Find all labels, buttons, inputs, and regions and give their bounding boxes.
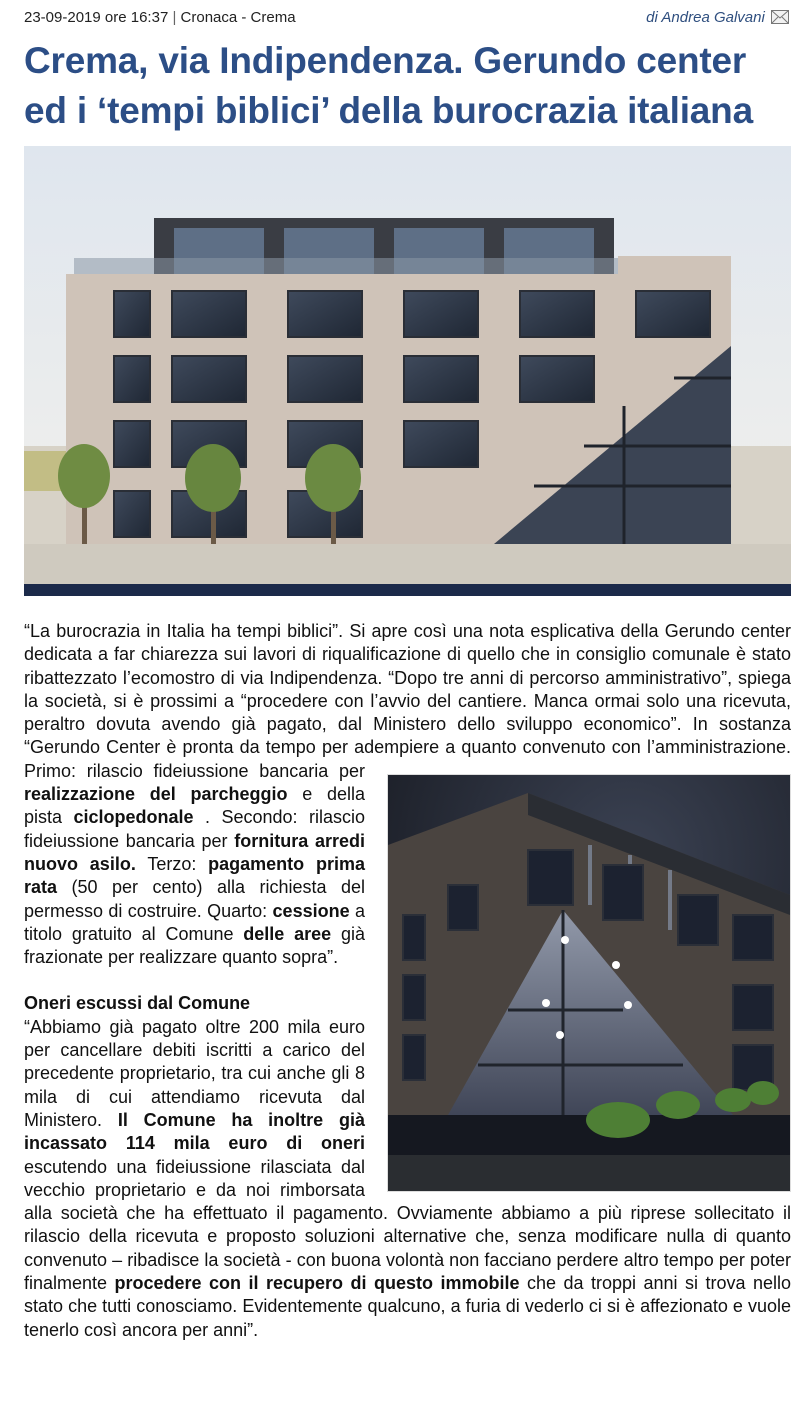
subheading: Oneri escussi dal Comune [24, 993, 251, 1014]
p1-bold-3: fornitura arredi nuovo asilo. [24, 830, 365, 874]
p2-text-3: che da troppi anni si trova nello stato che tutti conosciamo. Evidentemente qualcuno, a furia di vederlo ci si è affezionato e vuole tenerlo così ancora per anni”. [24, 1273, 791, 1340]
night-building-rendering [387, 774, 791, 1192]
p1-bold-4: pagamento prima rata [24, 853, 365, 898]
p1-text-3: . Secondo: rilascio fideiussione bancaria per [24, 807, 365, 851]
p1-bold-6: delle aree [243, 923, 332, 944]
p1-bold-5: cessione [272, 900, 350, 921]
publish-date: 23-09-2019 ore 16:37 [24, 9, 169, 26]
p2-text-2: escutendo una fideiussione rilasciata dal vecchio proprietario e da noi rimborsata alla società che ha effettuato il pagamento. Ovviamente abbiamo a più riprese sollecitato il rilascio della ricevuta e proposto soluzioni alternative che, senza modificare nulla di quanto convenuto – ribadisce la società - con buona volontà non facciano perdere altro tempo per poter finalmente [24, 1156, 791, 1294]
p1-bold-1: realizzazione del parcheggio [24, 784, 288, 805]
p1-text-7: già frazionate per realizzare quanto sopra”. [24, 923, 365, 968]
p1-text-6: a titolo gratuito al Comune [24, 900, 365, 944]
p1-text-4: Terzo: [147, 853, 209, 874]
p2-text-1: “Abbiamo già pagato oltre 200 mila euro per cancellare debiti iscritti a carico del precedente proprietario, tra cui anche gli 8 mila di cui attendiamo ricevuta dal Ministero. [24, 1016, 365, 1130]
p1-text-5: (50 per cento) alla richiesta del permesso di costruire. Quarto: [24, 877, 365, 921]
hero-building-rendering [24, 146, 791, 596]
article-body [24, 620, 791, 1342]
p1-text-1: “La burocrazia in Italia ha tempi biblici”. Si apre così una nota esplicativa della Gerundo center dedicata a far chiarezza sui lavori di riqualificazione di quello che in consiglio comunale è stato ribattezzato l’ecomostro di via Indipendenza. “Dopo tre anni di percorso amministrativo”, spiega la società, si è prossimi a “procedere con l’avvio del cantiere. Manca ormai solo una ricevuta, peraltro dovuta avendo già pagato, dal Ministero dello sviluppo economico”. In sostanza “Gerundo Center è pronta da tempo per adempiere a quanto convenuto con l’amministrazione. Primo: rilascio fideiussione bancaria per [24, 621, 791, 781]
p2-bold-2: procedere con il recupero di questo immobile [114, 1273, 520, 1294]
p1-bold-2: ciclopedonale [73, 807, 194, 828]
author-block [646, 9, 789, 26]
p2-bold-1: Il Comune ha inoltre già incassato 114 mila euro di oneri [24, 1109, 365, 1154]
paragraph-1 [24, 620, 791, 969]
article-title: Crema, via Indipendenza. Gerundo center ed i ‘tempi biblici’ della burocrazia italiana [24, 40, 753, 131]
p1-text-2: e della pista [24, 784, 365, 828]
author-link[interactable]: di Andrea Galvani [646, 9, 765, 26]
meta-separator: | [172, 9, 177, 26]
section-link[interactable]: Cronaca - Crema [180, 9, 296, 26]
article-meta [24, 9, 789, 29]
envelope-icon[interactable] [771, 10, 789, 24]
meta-left [24, 9, 296, 26]
